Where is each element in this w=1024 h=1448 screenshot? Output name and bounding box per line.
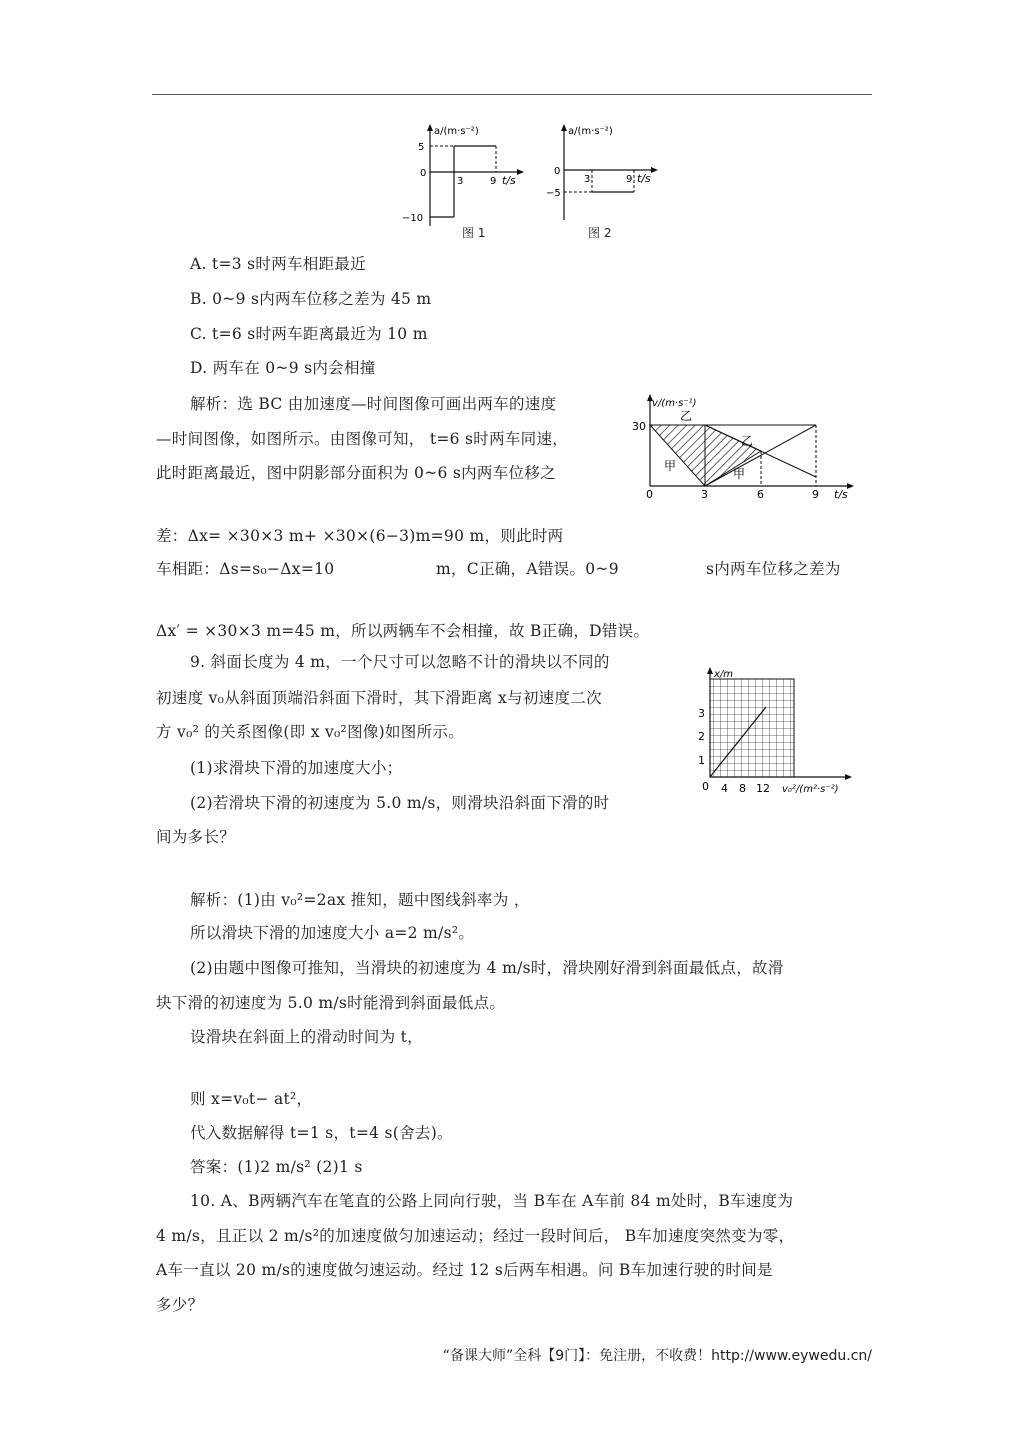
option-d: D. 两车在 0~9 s内会相撞 — [190, 359, 376, 377]
sol8-line5b: m，C正确，A错误。0~9 — [436, 560, 619, 578]
footer-link[interactable]: “备课大师”全科【9门】：免注册，不收费！http://www.eywedu.cn/ — [442, 1348, 872, 1364]
figure-1-acceleration-graph — [396, 120, 526, 240]
fig1-ylabel: a/(m·s⁻²) — [434, 126, 479, 137]
fig1-x3: 3 — [457, 176, 464, 187]
sol9-line7: 代入数据解得 t=1 s，t=4 s(舍去)。 — [190, 1124, 453, 1142]
xfig-y2: 2 — [698, 730, 705, 743]
q9-line1: 9. 斜面长度为 4 m，一个尺寸可以忽略不计的滑块以不同的 — [190, 653, 610, 671]
xfig-y1: 1 — [698, 754, 705, 767]
option-b: B. 0~9 s内两车位移之差为 45 m — [190, 290, 432, 308]
fig1-y0: 0 — [420, 168, 427, 179]
q9-line4: (1)求滑块下滑的加速度大小； — [190, 759, 403, 777]
fig1-xlabel: t/s — [502, 174, 516, 187]
sol9-line1: 解析：(1)由 v₀²=2ax 推知，题中图线斜率为 ， — [190, 891, 530, 909]
fig2-y0: 0 — [554, 166, 561, 177]
q10-line4: 多少？ — [156, 1296, 204, 1314]
fig2-x9: 9 — [626, 174, 633, 185]
vfig-xlabel: t/s — [834, 488, 848, 501]
vfig-ylabel: v/(m·s⁻¹) — [652, 398, 697, 409]
option-a: A. t=3 s时两车相距最近 — [190, 255, 367, 273]
sol9-line5: 设滑块在斜面上的滑动时间为 t， — [190, 1028, 423, 1046]
sol9-answer: 答案：(1)2 m/s² (2)1 s — [190, 1158, 363, 1176]
q9-line3: 方 v₀² 的关系图像(即 x v₀²图像)如图所示。 — [156, 723, 465, 741]
fig1-x9: 9 — [490, 176, 497, 187]
xfig-x4: 4 — [721, 782, 728, 795]
figure-2-acceleration-graph — [536, 120, 666, 230]
sol8-line5c: s内两车位移之差为 — [706, 560, 841, 578]
vfig-yi1: 乙 — [680, 409, 693, 423]
fig1-y5: 5 — [418, 142, 425, 153]
fig1-caption: 图 1 — [462, 226, 486, 240]
q9-line2: 初速度 v₀从斜面顶端沿斜面下滑时，其下滑距离 x与初速度二次 — [156, 689, 602, 707]
xfig-ylabel: x/m — [714, 669, 734, 680]
fig2-yneg5: −5 — [546, 188, 561, 199]
xfig-x12: 12 — [756, 782, 770, 795]
fig2-xlabel: t/s — [637, 172, 651, 185]
sol8-line5a: 车相距：Δs=s₀−Δx=10 — [156, 560, 335, 578]
q9-line6: 间为多长？ — [156, 828, 236, 846]
sol9-line2: 所以滑块下滑的加速度大小 a=2 m/s²。 — [190, 924, 475, 942]
sol9-line6: 则 x=v₀t− at²， — [190, 1090, 313, 1108]
vfig-yi2: 乙 — [741, 434, 754, 448]
fig1-yneg10: −10 — [402, 213, 424, 224]
fig2-x3: 3 — [584, 174, 591, 185]
vfig-x9: 9 — [812, 488, 819, 501]
vfig-jia2: 甲 — [733, 467, 746, 481]
vfig-y30: 30 — [632, 420, 646, 433]
fig2-ylabel: a/(m·s⁻²) — [568, 126, 613, 137]
vfig-x3: 3 — [701, 488, 708, 501]
xfig-x8: 8 — [739, 782, 746, 795]
x-v0squared-graph — [692, 665, 864, 805]
q10-line3: A车一直以 20 m/s的速度做匀速运动。经过 12 s后两车相遇。问 B车加速行驶的时间是 — [156, 1261, 773, 1279]
sol8-line2: —时间图像，如图所示。由图像可知， t=6 s时两车同速， — [156, 430, 569, 448]
xfig-y3: 3 — [698, 707, 705, 720]
xfig-xlabel: v₀²/(m²·s⁻²) — [782, 784, 839, 795]
q10-line1: 10. A、B两辆汽车在笔直的公路上同向行驶，当 B车在 A车前 84 m处时，B车速度为 — [190, 1192, 794, 1210]
velocity-time-graph — [628, 390, 864, 502]
sol8-line3: 此时距离最近，图中阴影部分面积为 0~6 s内两车位移之 — [156, 464, 556, 482]
q9-line5: (2)若滑块下滑的初速度为 5.0 m/s，则滑块沿斜面下滑的时 — [190, 794, 610, 812]
sol8-line1: 解析：选 BC 由加速度—时间图像可画出两车的速度 — [190, 395, 557, 413]
sol9-line4: 块下滑的初速度为 5.0 m/s时能滑到斜面最低点。 — [156, 994, 506, 1012]
sol8-line6: Δx′ = ×30×3 m=45 m，所以两辆车不会相撞，故 B正确，D错误。 — [156, 622, 650, 640]
xfig-x0: 0 — [702, 780, 709, 793]
sol8-line4: 差：Δx= ×30×3 m+ ×30×(6−3)m=90 m，则此时两 — [156, 527, 564, 545]
vfig-jia1: 甲 — [664, 459, 677, 473]
header-rule — [152, 94, 872, 95]
sol9-line3: (2)由题中图像可推知，当滑块的初速度为 4 m/s时，滑块刚好滑到斜面最低点，故滑 — [190, 959, 784, 977]
q10-line2: 4 m/s，且正以 2 m/s²的加速度做匀加速运动；经过一段时间后， B车加速度突然变为零， — [156, 1227, 795, 1245]
option-c: C. t=6 s时两车距离最近为 10 m — [190, 325, 428, 343]
vfig-x0: 0 — [646, 488, 653, 501]
fig2-caption: 图 2 — [588, 226, 612, 240]
vfig-x6: 6 — [757, 488, 764, 501]
